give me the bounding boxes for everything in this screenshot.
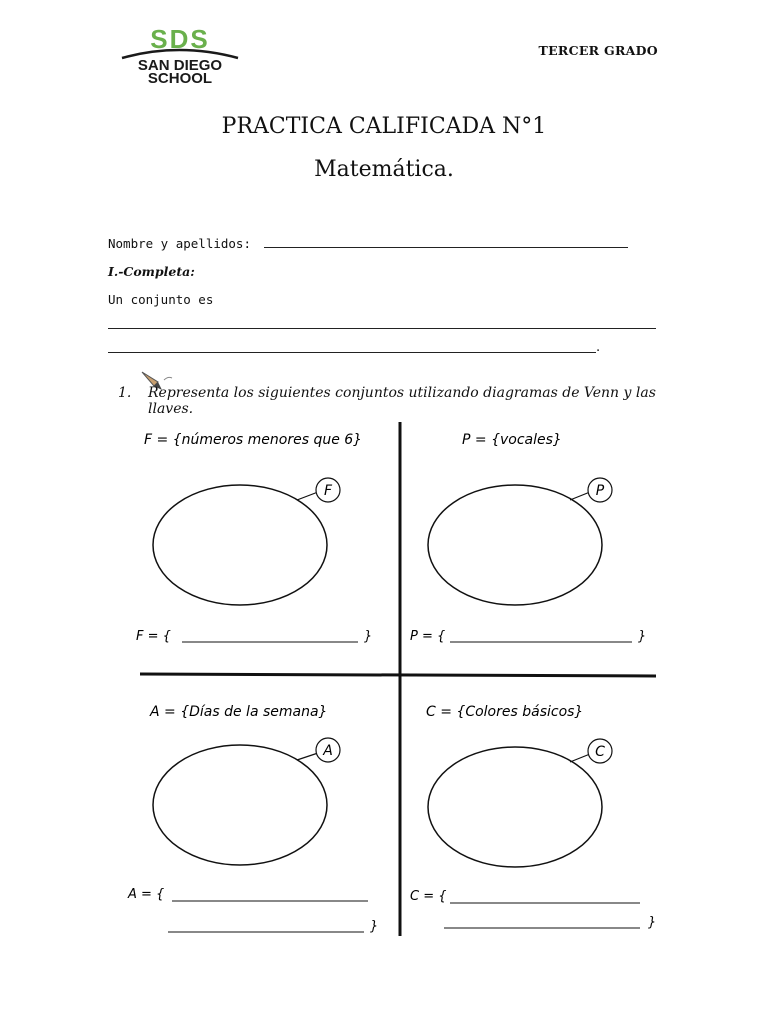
answer-end-mark: . — [596, 340, 601, 355]
venn-p-tag-label: P — [595, 483, 605, 499]
horizontal-divider — [140, 674, 656, 676]
set-c-answer-prefix: C = { — [410, 889, 447, 904]
venn-a-tag-label: A — [323, 743, 333, 759]
question-text: Representa los siguientes conjuntos utilizando diagramas de Venn y las llaves. — [148, 385, 656, 417]
venn-f-circle[interactable] — [153, 485, 327, 605]
venn-worksheet — [110, 420, 660, 940]
set-c-title: C = {Colores básicos} — [426, 704, 584, 720]
grade-label: TERCER GRADO — [538, 43, 658, 58]
answer-line-2[interactable] — [108, 352, 596, 353]
page-title: PRACTICA CALIFICADA N°1 — [221, 114, 547, 139]
set-p-answer-prefix: P = { — [410, 629, 446, 644]
set-f-title: F = {números menores que 6} — [144, 432, 363, 448]
definition-prompt: Un conjunto es — [108, 292, 214, 307]
venn-p-pointer — [570, 492, 590, 500]
name-answer-line[interactable] — [264, 247, 628, 248]
set-c-answer-suffix: } — [648, 915, 657, 930]
set-f-answer-suffix: } — [364, 629, 373, 644]
set-a-answer-suffix: } — [370, 919, 379, 934]
set-f-answer-prefix: F = { — [136, 629, 171, 644]
venn-a-pointer — [297, 753, 318, 760]
name-label: Nombre y apellidos: — [108, 236, 251, 251]
logo-line1: SAN DIEGO — [137, 57, 223, 74]
section-heading: I.-Completa: — [108, 264, 195, 279]
set-a-title: A = {Días de la semana} — [150, 704, 328, 720]
set-a-answer-prefix: A = { — [128, 887, 165, 902]
logo-line2: SCHOOL — [147, 70, 213, 86]
set-p-answer-suffix: } — [638, 629, 647, 644]
logo-abbrev: SDS — [150, 24, 210, 54]
venn-c-pointer — [570, 754, 590, 762]
venn-f-pointer — [297, 492, 318, 500]
subject-title: Matemática. — [314, 157, 454, 182]
school-logo — [114, 24, 244, 86]
answer-line-1[interactable] — [108, 328, 656, 329]
venn-p-circle[interactable] — [428, 485, 602, 605]
venn-c-circle[interactable] — [428, 747, 602, 867]
question-number: 1. — [118, 385, 132, 401]
venn-c-tag-label: C — [595, 744, 605, 760]
set-p-title: P = {vocales} — [462, 432, 562, 448]
venn-a-circle[interactable] — [153, 745, 327, 865]
venn-f-tag-label: F — [323, 483, 333, 499]
